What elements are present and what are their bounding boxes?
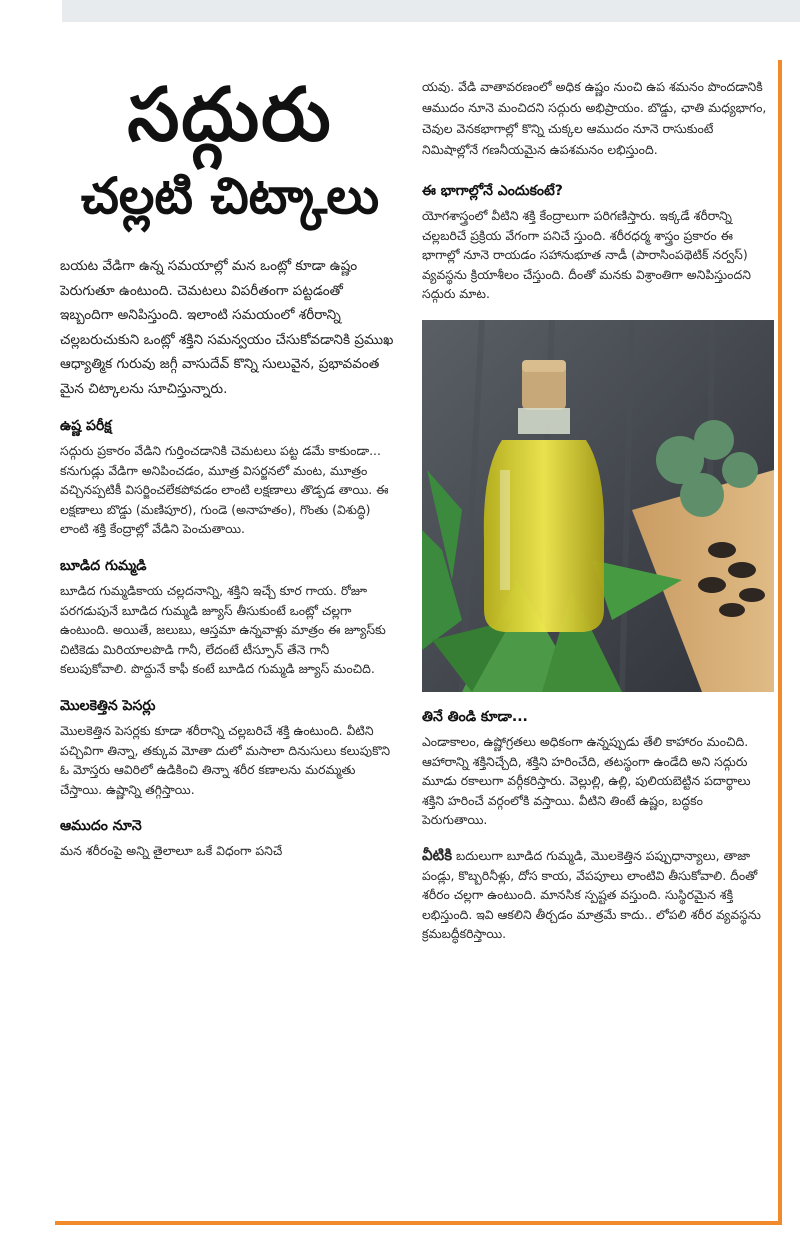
headline-cool-tips: చల్లటి చిట్కాలు (80, 167, 380, 225)
right-column (422, 76, 767, 960)
section-body: బూడిద గుమ్మడికాయ చల్లదనాన్ని, శక్తిని ఇచ్చే కూర గాయ. రోజూ పరగడుపునే బూడిద గుమ్మడి జ్యూస్ తీసుకుంటే ఒంట్లో చల్లగా ఉంటుంది. అయితే, జలుబు, ఆస్తమా ఉన్నవాళ్లు మాత్రం ఈ జ్యూస్‌కు చిటికెడు మిరియాలపొడి గానీ, లేదంటే టీస్పూన్ తేనె గానీ కలుపుకోవాలి. పొద్దునే కాఫీ కంటే బూడిద గుమ్మడి జ్యూస్ మంచిది. (60, 582, 386, 677)
section-boodida (60, 555, 400, 679)
section-body: యోగశాస్త్రంలో వీటిని శక్తి కేంద్రాలుగా పరిగణిస్తారు. ఇక్కడే శరీరాన్ని చల్లబరిచే ప్రక్రియ వేగంగా పనిచే స్తుంది. శరీరధర్మ శాస్త్రం ప్రకారం ఈ భాగాల్లో నూనె రాయడం సహానుభూత నాడీ (పారాసింపథెటిక్ నర్వస్) వ్యవస్థను క్రియాశీలం చేస్తుంది. దీంతో మనకు విశ్రాంతిగా అనిపిస్తుందని సద్గురు మాట. (422, 208, 751, 302)
castor-oil-photo (422, 320, 774, 692)
section-bhagallo (422, 180, 767, 304)
section-pesarlu (60, 695, 400, 799)
section-body: మొలకెత్తిన పెసర్లకు కూడా శరీరాన్ని చల్లబరిచే శక్తి ఉంటుంది. వీటిని పచ్చివిగా తిన్నా, తక్కువ మోతా దులో మసాలా దినుసులు కలుపుకొని ఓ మోస్తరు ఆవిరిలో ఉడికించి తిన్నా శరీర కణాలను మరమ్మతు చేస్తాయి. ఉష్ణాన్ని తగ్గిస్తాయి. (60, 722, 391, 797)
section-veetiki (422, 846, 767, 944)
lead-word: వీటికి (422, 845, 453, 864)
headline-sadhguru: సద్గురు (127, 72, 333, 158)
lead-body: బదులుగా బూడిద గుమ్మడి, మొలకెత్తిన పప్పుధాన్యాలు, తాజా పండ్లు, కొబ్బరినీళ్లు, దోస కాయ, వేపపూలు లాంటివి తీసుకోవాలి. దీంతో శరీరం చల్లగా ఉంటుంది. మానసిక స్పష్టత వస్తుంది. సుస్థిరమైన శక్తి లభిస్తుంది. ఇవి ఆకలిని తీర్చడం మాత్రమే కాదు.. లోపలి శరీర వ్యవస్థను క్రమబద్ధీకరిస్తాయి. (422, 847, 761, 942)
section-tine (422, 706, 767, 830)
castor-oil-photo-icon (422, 320, 774, 692)
continuation-paragraph: యవు. వేడి వాతావరణంలో అధిక ఉష్ణం నుంచి ఉప శమనం పొందడానికి ఆముదం నూనె మంచిదని సద్గురు అభిప్రాయం. బొడ్డు, ఛాతి మధ్యభాగం, చెవుల వెనకభాగాల్లో కొన్ని చుక్కల ఆముదం నూనె రాసుకుంటే నిమిషాల్లోనే గణనీయమైన ఉపశమనం లభిస్తుంది. (422, 79, 767, 157)
intro-paragraph: బయట వేడిగా ఉన్న సమయాల్లో మన ఒంట్లో కూడా ఉష్ణం పెరుగుతూ ఉంటుంది. చెమటలు విపరీతంగా పట్టడంతో ఇబ్బందిగా అనిపిస్తుంది. ఇలాంటి సమయంలో శరీరాన్ని చల్లబరుచుకుని ఒంట్లో శక్తిని సమన్వయం చేసుకోవడానికి ప్రముఖ ఆధ్యాత్మిక గురువు జగ్గీ వాసుదేవ్ కొన్ని సులువైన, ప్రభావవంత మైన చిట్కాలను సూచిస్తున్నారు. (60, 258, 394, 397)
section-heading: ఈ భాగాల్లోనే ఎందుకంటే? (422, 183, 563, 199)
top-bar (62, 0, 800, 22)
section-ushna (60, 415, 400, 539)
left-column (60, 70, 400, 877)
section-heading: బూడిద గుమ్మడి (60, 557, 147, 574)
section-body: ఎండాకాలం, ఉష్ణోగ్రతలు అధికంగా ఉన్నప్పుడు తేలి కాహారం మంచిది. ఆహారాన్ని శక్తినిచ్చేది, శక్తిని హరించేది, తటస్థంగా ఉండేది అని సద్గురు మూడు రకాలుగా వర్గీకరిస్తారు. వెల్లుల్లి, ఉల్లి, పులియబెట్టిన పదార్థాలు శక్తిని హరించే వర్గంలోకి వస్తాయి. వీటిని తింటే ఉష్ణం, బద్ధకం పెరుగుతాయి. (422, 733, 751, 828)
section-heading: మొలకెత్తిన పెసర్లు (60, 697, 156, 714)
section-body (422, 846, 767, 944)
section-heading: ఉష్ణ పరీక్ష (60, 418, 112, 434)
section-body: మన శరీరంపై అన్ని తైలాలూ ఒకే విధంగా పనిచే (60, 843, 283, 859)
section-heading: తినే తిండి కూడా... (422, 708, 528, 725)
section-body: సద్గురు ప్రకారం వేడిని గుర్తించడానికి చెమటలు పట్ట డమే కాకుండా... కనుగుడ్లు వేడిగా అనిపించడం, మూత్ర విసర్జనలో మంట, మూత్రం వచ్చినప్పటికీ విసర్జించలేకపోవడం లాంటి లక్షణాలు తొడ్పడ తాయి. ఈ లక్షణాలు బొడ్డు (మణిపూర), గుండె (అనాహతం), గొంతు (విశుద్ధి) లాంటి శక్తి కేంద్రాల్లో వేడిని పెంచుతాయి. (60, 443, 389, 537)
section-heading: ఆముదం నూనె (60, 818, 142, 835)
section-amudam (60, 815, 400, 861)
